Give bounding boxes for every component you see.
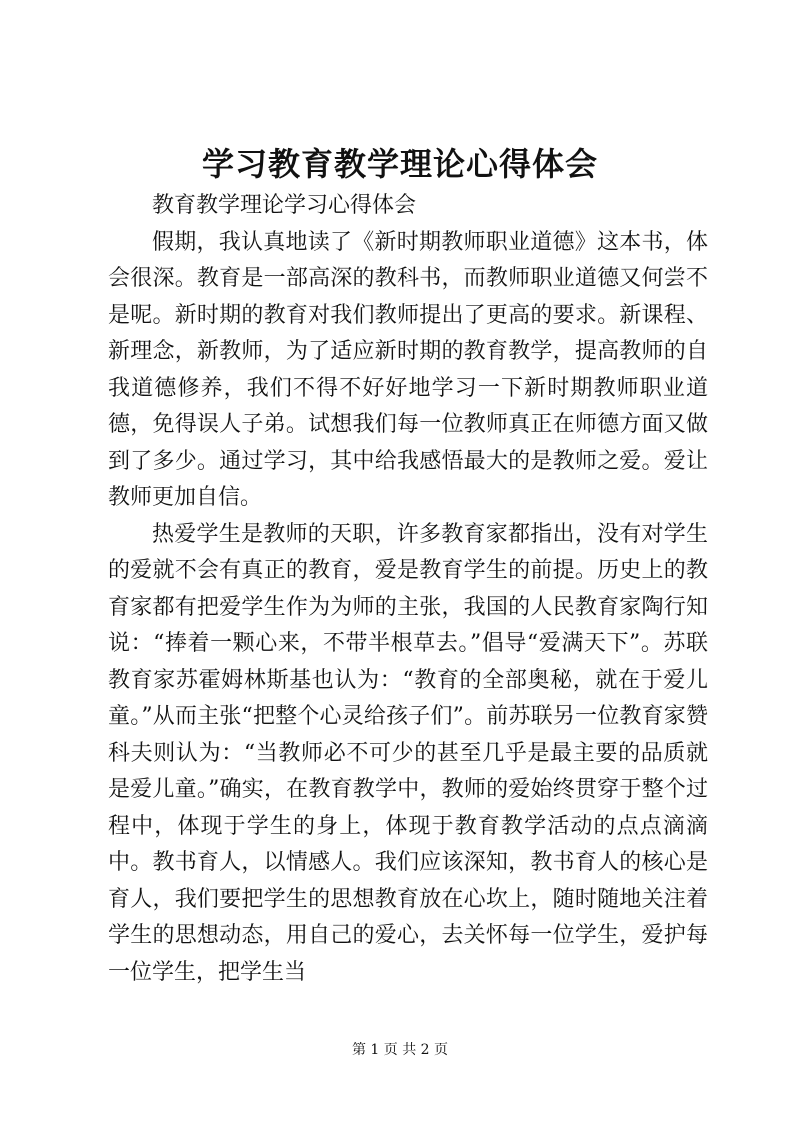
document-body: [108, 188, 708, 991]
document-subtitle: 教育教学理论学习心得体会: [152, 193, 417, 218]
page-footer: 第 1 页 共 2 页: [351, 1042, 449, 1058]
paragraph-1: 假期，我认真地读了《新时期教师职业道德》这本书，体会很深。教育是一部高深的教科书，而教师职业道德又何尝不是呢。新时期的教育对我们教师提出了更高的要求。新课程、新理念，新教师，为了适应新时期的教育教学，提高教师的自我道德修养，我们不得不好好地学习一下新时期教师职业道德，免得误人子弟。试想我们每一位教师真正在师德方面又做到了多少。通过学习，其中给我感悟最大的是教师之爱。爱让教师更加自信。: [108, 229, 708, 510]
document-title: 学习教育教学理论心得体会: [201, 145, 598, 183]
paragraph-2: 热爱学生是教师的天职，许多教育家都指出，没有对学生的爱就不会有真正的教育，爱是教育学生的前提。历史上的教育家都有把爱学生作为为师的主张，我国的人民教育家陶行知说：“捧着一颗心来，不带半根草去。”倡导“爱满天下”。苏联教育家苏霍姆林斯基也认为：“教育的全部奥秘，就在于爱儿童。”从而主张“把整个心灵给孩子们”。前苏联另一位教育家赞科夫则认为：“当教师必不可少的甚至几乎是最主要的品质就是爱儿童。”确实，在教育教学中，教师的爱始终贯穿于整个过程中，体现于学生的身上，体现于教育教学活动的点点滴滴中。教书育人，以情感人。我们应该深知，教书育人的核心是育人，我们要把学生的思想教育放在心坎上，随时随地关注着学生的思想动态，用自己的爱心，去关怀每一位学生，爱护每一位学生，把学生当: [108, 521, 708, 985]
